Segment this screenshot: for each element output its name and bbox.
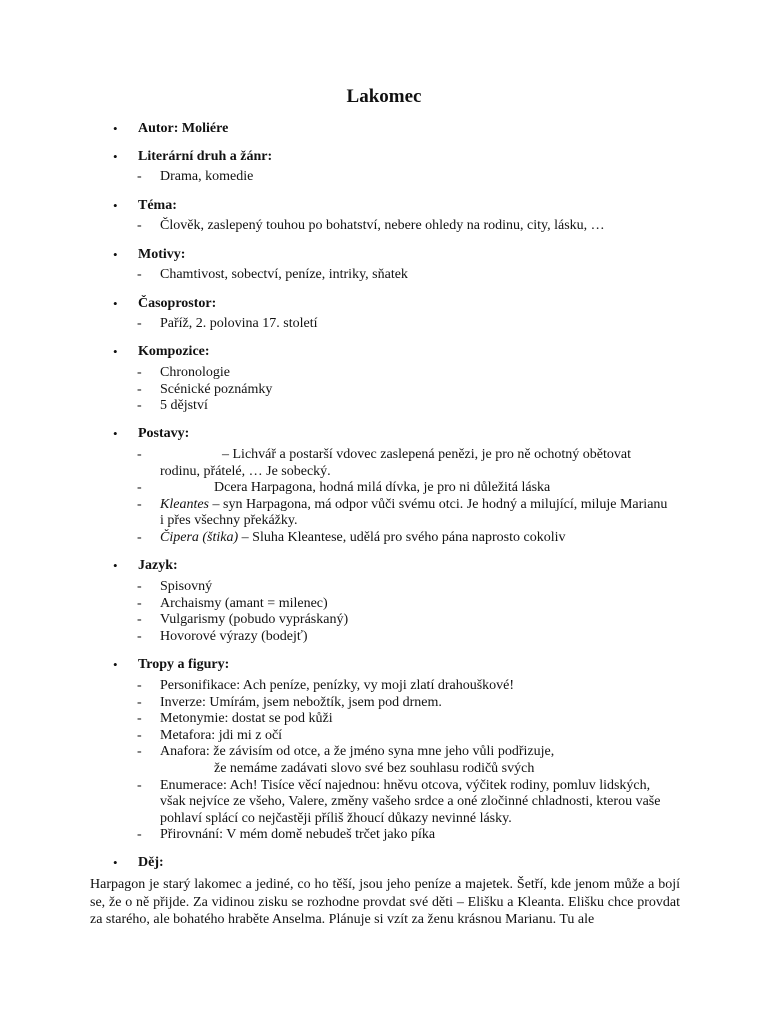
bullet: • xyxy=(113,296,118,311)
bullet: • xyxy=(113,121,118,136)
bullet: • xyxy=(113,855,118,870)
section-heading: Postavy: xyxy=(138,426,190,441)
section-heading: Téma: xyxy=(138,198,177,213)
section-heading: Kompozice: xyxy=(138,344,210,359)
bullet: • xyxy=(113,198,118,213)
bullet: • xyxy=(113,247,118,262)
bullet: • xyxy=(113,344,118,359)
bullet: • xyxy=(113,426,118,441)
page-title: Lakomec xyxy=(346,86,422,107)
bullet: • xyxy=(113,657,118,672)
section-heading: Literární druh a žánr: xyxy=(138,149,273,164)
bullet: • xyxy=(113,558,118,573)
plot-paragraph: Harpagon je starý lakomec a jediné, co ho těší, jsou jeho peníze a majetek. Šetří, kde jenom může a bojí se, že o ně přijde. Za vidinou zisku se rozhodne provdat své děti – Elišku a Kleanta. Elišku chce provdat za starého, ale bohatého hraběte Anselma. Plánuje si vzít za ženu krásnou Marianu. Tu ale xyxy=(90,877,680,927)
section-heading: Autor: Moliére xyxy=(138,121,229,136)
section-heading: Děj: xyxy=(138,855,164,870)
document-page: Lakomec • Autor: Moliére • Literární druh a žánr: - Drama, komedie • Téma: - Člověk, zaslepený touhou po bohatství, nebere ohledy na rodinu, city, lásku, … • Motivy: - Chamtivost, sobectví, peníze, intriky, sňatek • Časoprostor: - Paříž, 2. polovina 17. století • Kompozice: - Chronologie - Scénické poznámky - 5 dějství • Postavy: - – Lichvář a postarší vdovec zaslepená penězi, je pro ně ochotný obětovat rodinu, přátelé, … Je sobecký. - Dcera Harpagona, hodná milá dívka, je pro ni důležitá láska - Kleantes – syn Harpagona, má odpor vůči svému otci. Je hodný a milující, miluje Marianu i přes všechny překážky. - Čipera (štika) – Sluha Kleantese, udělá pro svého pána naprosto cokoliv • Jazyk: - Spisovný - Archaismy (amant = milenec) - Vulgarismy (pobudo vypráskaný) - Hovorové výrazy (bodejť) • Tropy a figury: - Personifikace: Ach peníze, penízky, vy moji zlatí drahouškové! - Inverze: Umírám, jsem nebožtík, jsem pod drnem. - Metonymie: dostat se pod kůži - Metafora: jdi mi z očí - Anafora: že závisím od otce, a že jméno syna mne jeho vůli podřizuje, že nemáme zadávati slovo své bez souhlasu rodičů svých - Enumerace: Ach! Tisíce věcí najednou: hněvu otcova, výčitek rodiny, pomluv lidských, však nejvíce ze všeho, Valere, změny vašeho srdce a oné zločinné chladnosti, kterou vaše pohlaví splácí co nejčastěji příliš žhoucí důkazy nevinné lásky. - Přirovnání: V mém domě nebudeš trčet jako píka • Děj: Harpagon je starý lakomec a jediné, co ho těší, jsou jeho peníze a majetek. Šetří, kde jenom může a bojí se, že o ně přijde. Za vidinou zisku se rozhodne provdat své děti – Elišku a Kleanta. Elišku chce provdat za starého, ale bohatého hraběte Anselma. Plánuje si vzít za ženu krásnou Marianu. Tu ale xyxy=(0,0,768,1024)
bullet: • xyxy=(113,149,118,164)
section-heading: Tropy a figury: xyxy=(138,657,230,672)
section-heading: Motivy: xyxy=(138,247,186,262)
section-heading: Časoprostor: xyxy=(138,296,217,311)
section-heading: Jazyk: xyxy=(138,558,178,573)
